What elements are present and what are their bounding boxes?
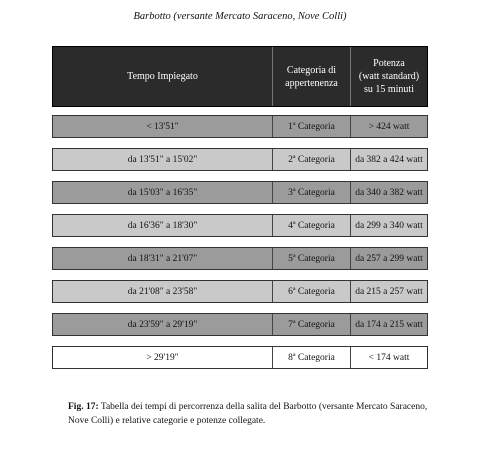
category-cell: 2ª Categoria [272, 149, 350, 170]
table-row [52, 214, 428, 237]
power-cell: da 215 a 257 watt [350, 281, 427, 302]
table-row [52, 280, 428, 303]
power-cell: da 299 a 340 watt [350, 215, 427, 236]
power-cell: > 424 watt [350, 116, 427, 137]
category-cell: 6ª Categoria [272, 281, 350, 302]
table-body [52, 115, 428, 369]
power-cell: da 340 a 382 watt [350, 182, 427, 203]
table-row [52, 247, 428, 270]
category-cell: 5ª Categoria [272, 248, 350, 269]
time-cell: > 29'19" [146, 352, 179, 363]
caption-label: Fig. 17: [68, 402, 99, 412]
table-row [52, 148, 428, 171]
time-cell: da 21'08" a 23'58" [127, 286, 198, 297]
figure-caption [68, 401, 448, 428]
power-cell: da 257 a 299 watt [350, 248, 427, 269]
header-time: Tempo Impiegato [127, 71, 198, 82]
header-power: Potenza (watt standard) su 15 minuti [350, 47, 427, 106]
category-cell: 1ª Categoria [272, 116, 350, 137]
time-cell: da 15'03" a 16'35" [127, 187, 198, 198]
table-title: Barbotto (versante Mercato Saraceno, Nove Colli) [133, 11, 347, 22]
time-cell: da 23'59" a 29'19" [127, 319, 198, 330]
power-cell: da 382 a 424 watt [350, 149, 427, 170]
time-cell: da 18'31" a 21'07" [127, 253, 198, 264]
table-header [52, 46, 428, 107]
table-row [52, 115, 428, 138]
category-cell: 8ª Categoria [272, 347, 350, 368]
time-cell: da 13'51" a 15'02" [127, 154, 198, 165]
caption-text: Tabella dei tempi di percorrenza della salita del Barbotto (versante Mercato Saraceno, Nove Colli) e relative categorie e potenze collegate. [68, 402, 428, 426]
power-cell: da 174 a 215 watt [350, 314, 427, 335]
category-cell: 4ª Categoria [272, 215, 350, 236]
table-row [52, 181, 428, 204]
categories-table [52, 46, 428, 379]
header-category: Categoria di appertenenza [272, 47, 350, 106]
table-row [52, 346, 428, 369]
time-cell: da 16'36" a 18'30" [127, 220, 198, 231]
category-cell: 7ª Categoria [272, 314, 350, 335]
table-row [52, 313, 428, 336]
category-cell: 3ª Categoria [272, 182, 350, 203]
time-cell: < 13'51" [146, 121, 179, 132]
power-cell: < 174 watt [350, 347, 427, 368]
